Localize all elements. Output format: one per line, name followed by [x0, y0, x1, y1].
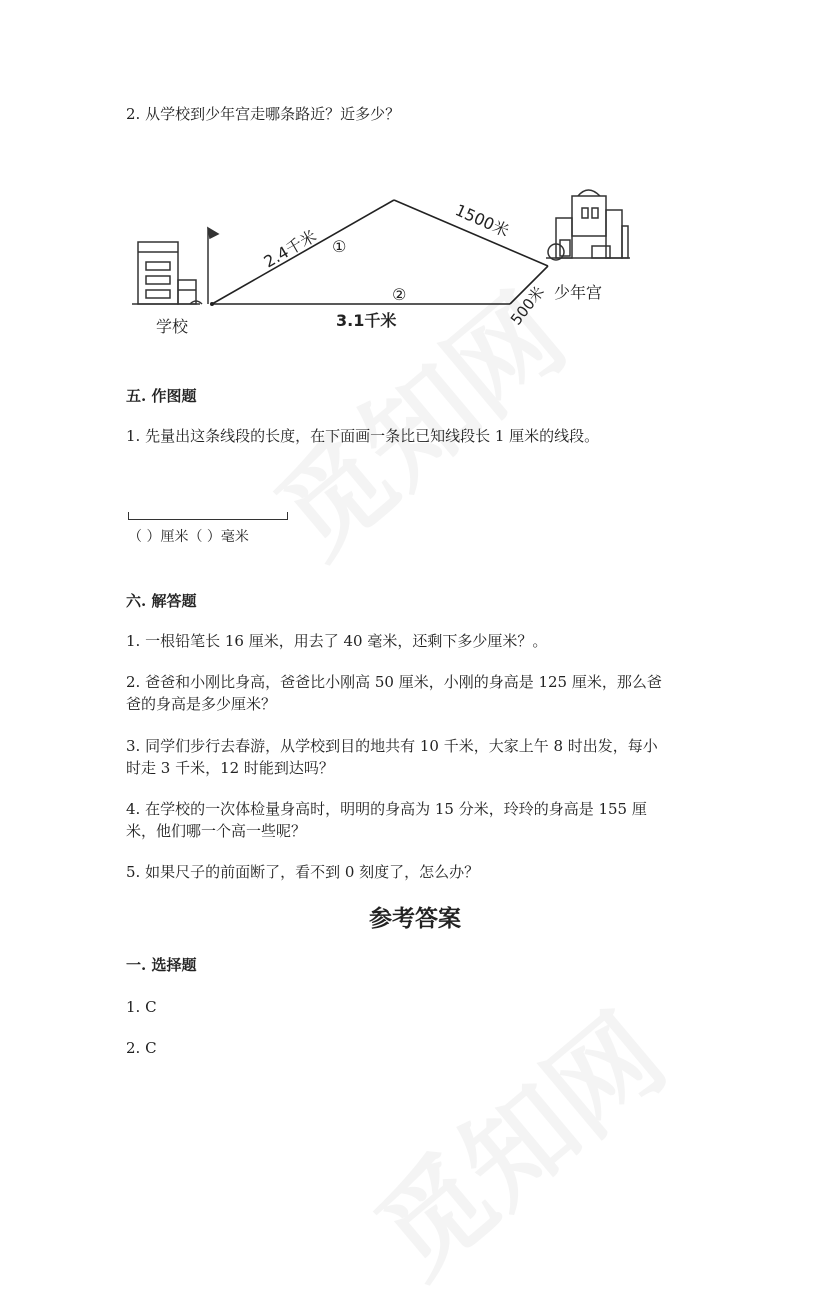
route2-segment1-label: 3.1千米 [336, 311, 397, 330]
section-6-question-4-line-1: 4. 在学校的一次体检量身高时，明明的身高为 15 分米，玲玲的身高是 155 厘 [126, 800, 647, 818]
school-building-icon [132, 242, 202, 304]
route1-segment2-label: 1500米 [452, 200, 512, 241]
section-5-heading: 五. 作图题 [126, 387, 197, 405]
route1-segment1-label: 2.4千米 [260, 226, 320, 272]
given-line-segment [128, 512, 288, 520]
section-6-heading: 六. 解答题 [126, 592, 197, 610]
flag-icon [208, 228, 218, 304]
section-6-question-3-line-2: 时走 3 千米，12 时能到达吗？ [126, 759, 334, 777]
section-6-question-5: 5. 如果尺子的前面断了，看不到 0 刻度了，怎么办？ [126, 863, 480, 881]
answer-1: 1. C [126, 998, 157, 1016]
segment-measure-label: （ ）厘米（ ）毫米 [128, 529, 249, 545]
route1-marker: ① [332, 237, 347, 256]
section-6-question-1: 1. 一根铅笔长 16 厘米，用去了 40 毫米，还剩下多少厘米？。 [126, 632, 548, 650]
answers-section-1-heading: 一. 选择题 [126, 956, 197, 974]
route2-segment2-label: 500米 [506, 282, 549, 329]
school-point [210, 302, 214, 306]
school-label: 学校 [156, 317, 189, 336]
question-2-prompt: 2. 从学校到少年宫走哪条路近？近多少？ [126, 105, 401, 123]
section-6-question-2-line-1: 2. 爸爸和小刚比身高，爸爸比小刚高 50 厘米，小刚的身高是 125 厘米，那么爸 [126, 673, 662, 691]
route-lines [212, 200, 548, 304]
route-diagram [120, 180, 640, 350]
youth-palace-icon [546, 190, 630, 260]
section-5-question-1: 1. 先量出这条线段的长度，在下面画一条比已知线段长 1 厘米的线段。 [126, 427, 600, 445]
palace-label: 少年宫 [554, 283, 603, 302]
section-6-question-3-line-1: 3. 同学们步行去春游，从学校到目的地共有 10 千米，大家上午 8 时出发，每小 [126, 737, 658, 755]
answer-key-title: 参考答案 [369, 905, 461, 932]
section-6-question-2-line-2: 爸的身高是多少厘米？ [126, 695, 277, 713]
watermark [338, 972, 692, 1305]
answer-2: 2. C [126, 1039, 157, 1057]
section-6-question-4-line-2: 米，他们哪一个高一些呢？ [126, 822, 307, 840]
route2-marker: ② [392, 285, 407, 304]
